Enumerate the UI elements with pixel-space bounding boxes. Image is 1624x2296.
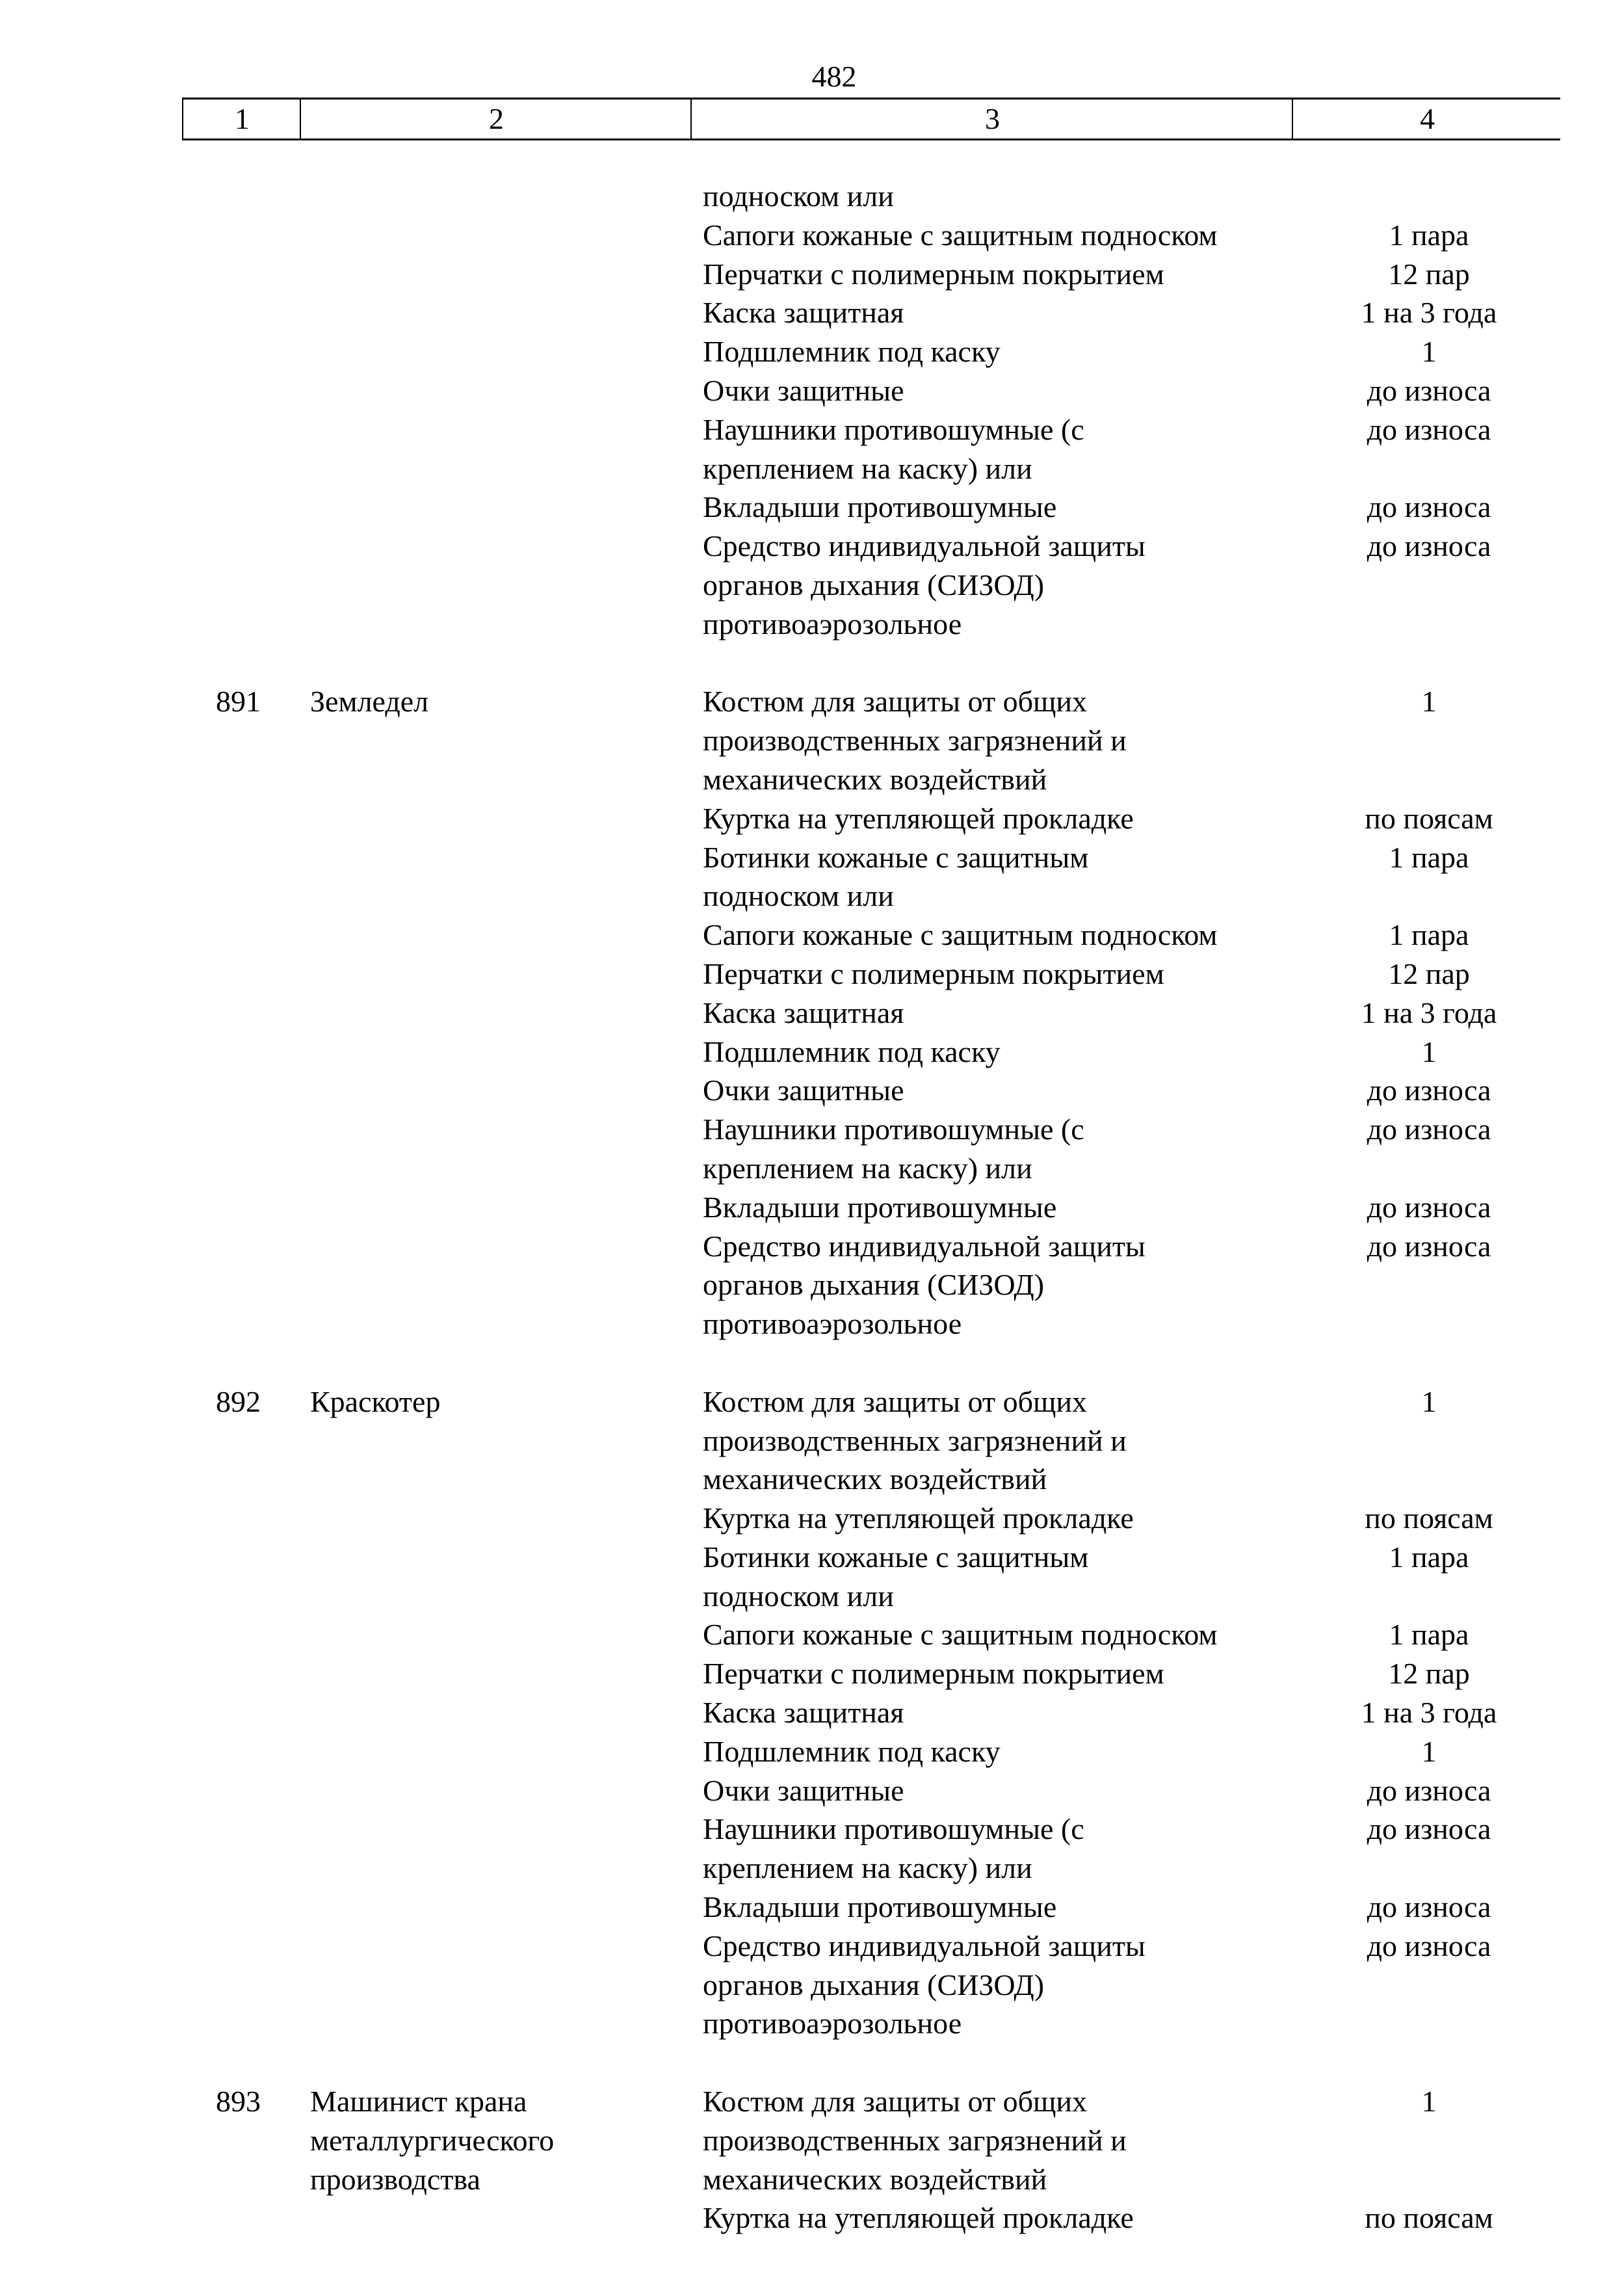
ppe-quantity: 12 пар [1388, 1657, 1470, 1691]
ppe-item-text: Каска защитная [703, 996, 904, 1029]
ppe-quantity: до износа [1367, 1113, 1491, 1146]
table-line [0, 410, 1624, 449]
ppe-item-text: Наушники противошумные (с [703, 1113, 1084, 1146]
ppe-item-text: Подшлемник под каску [703, 335, 1001, 369]
ppe-quantity: 1 пара [1389, 918, 1469, 952]
ppe-item-text: Вкладыши противошумные [703, 1890, 1057, 1924]
ppe-quantity: до износа [1367, 1929, 1491, 1962]
table-line [0, 1110, 1624, 1149]
ppe-quantity: по поясам [1365, 1501, 1493, 1535]
ppe-quantity: 1 [1421, 1384, 1437, 1418]
ppe-quantity: 1 [1421, 1734, 1437, 1768]
table-row-group [0, 2082, 1624, 2237]
ppe-quantity: по поясам [1365, 2201, 1493, 2235]
table-line [0, 1771, 1624, 1810]
table-line [0, 1732, 1624, 1771]
table-line [0, 605, 1624, 644]
table-line [0, 1033, 1624, 1072]
table-line [0, 1849, 1624, 1888]
table-line [0, 1654, 1624, 1693]
ppe-quantity: до износа [1367, 1190, 1491, 1224]
ppe-item-text: производственных загрязнений и [703, 1423, 1127, 1457]
ppe-quantity: 12 пар [1388, 957, 1470, 990]
ppe-quantity: 1 на 3 года [1361, 1696, 1497, 1730]
ppe-quantity: до износа [1367, 1890, 1491, 1924]
ppe-quantity: 12 пар [1388, 257, 1470, 291]
ppe-quantity: до износа [1367, 1812, 1491, 1846]
header-col-1: 1 [182, 99, 301, 139]
ppe-item-text: Каска защитная [703, 1696, 904, 1730]
ppe-item-text: органов дыхания (СИЗОД) [703, 568, 1045, 601]
ppe-quantity: 1 [1421, 335, 1437, 369]
table-line [0, 2004, 1624, 2043]
table-line [0, 955, 1624, 994]
ppe-item-text: Сапоги кожаные с защитным подноском [703, 218, 1218, 252]
ppe-quantity: 1 на 3 года [1361, 996, 1497, 1029]
profession-name: металлургического [310, 2123, 555, 2157]
ppe-item-text: Ботинки кожаные с защитным [703, 840, 1089, 874]
ppe-item-text: Костюм для защиты от общих [703, 2085, 1088, 2118]
table-line [0, 721, 1624, 760]
ppe-item-text: Вкладыши противошумные [703, 490, 1057, 524]
ppe-item-text: Подшлемник под каску [703, 1734, 1001, 1768]
ppe-item-text: механических воздействий [703, 2162, 1047, 2196]
ppe-quantity: 1 пара [1389, 840, 1469, 874]
table-line [0, 1227, 1624, 1266]
table-line [0, 177, 1624, 216]
profession-name: Машинист крана [310, 2085, 527, 2118]
ppe-item-text: механических воздействий [703, 1462, 1047, 1496]
ppe-item-text: Ботинки кожаные с защитным [703, 1540, 1089, 1574]
ppe-item-text: Вкладыши противошумные [703, 1190, 1057, 1224]
ppe-item-text: органов дыхания (СИЗОД) [703, 1268, 1045, 1302]
ppe-quantity: 1 пара [1389, 1618, 1469, 1652]
table-line [0, 1810, 1624, 1849]
table-line [0, 255, 1624, 294]
table-line [0, 1188, 1624, 1227]
ppe-item-text: креплением на каску) или [703, 1151, 1032, 1185]
header-col-2: 2 [300, 99, 692, 139]
ppe-item-text: подноском или [703, 879, 894, 913]
table-line [0, 1888, 1624, 1927]
table-line [0, 2082, 1624, 2121]
table-line [0, 1577, 1624, 1616]
table-line [0, 1927, 1624, 1966]
ppe-item-text: Куртка на утепляющей прокладке [703, 801, 1134, 835]
ppe-item-text: Каска защитная [703, 296, 904, 330]
table-row-group [0, 1382, 1624, 2044]
ppe-item-text: креплением на каску) или [703, 451, 1032, 485]
ppe-quantity: 1 на 3 года [1361, 296, 1497, 330]
table-line [0, 877, 1624, 916]
ppe-item-text: Подшлемник под каску [703, 1035, 1001, 1068]
ppe-item-text: Очки защитные [703, 1074, 904, 1107]
ppe-item-text: Наушники противошумные (с [703, 412, 1084, 446]
table-line [0, 1265, 1624, 1304]
table-header [182, 98, 1560, 140]
ppe-item-text: подноском или [703, 179, 894, 213]
ppe-quantity: до износа [1367, 490, 1491, 524]
table-line [0, 1149, 1624, 1188]
table-line [0, 332, 1624, 371]
ppe-quantity: до износа [1367, 529, 1491, 563]
row-number: 891 [216, 685, 261, 719]
ppe-item-text: органов дыхания (СИЗОД) [703, 1968, 1045, 2001]
ppe-item-text: Костюм для защиты от общих [703, 685, 1088, 719]
table-line [0, 527, 1624, 566]
ppe-item-text: Перчатки с полимерным покрытием [703, 957, 1164, 990]
table-line [0, 566, 1624, 605]
table-line [0, 2198, 1624, 2237]
ppe-quantity: 1 [1421, 1035, 1437, 1068]
table-line [0, 799, 1624, 838]
table-line [0, 1538, 1624, 1577]
table-line [0, 1421, 1624, 1460]
ppe-item-text: противоаэрозольное [703, 2007, 962, 2040]
table-row-group [0, 177, 1624, 644]
profession-name: Краскотер [310, 1384, 441, 1418]
page-number: 482 [811, 60, 857, 93]
table-line [0, 1304, 1624, 1343]
table-line [0, 994, 1624, 1033]
ppe-item-text: подноском или [703, 1579, 894, 1613]
ppe-quantity: до износа [1367, 373, 1491, 407]
table-line [0, 1382, 1624, 1421]
table-line [0, 1071, 1624, 1110]
table-line [0, 1499, 1624, 1538]
ppe-quantity: до износа [1367, 1773, 1491, 1807]
ppe-item-text: производственных загрязнений и [703, 2123, 1127, 2157]
table-line [0, 216, 1624, 255]
table-line [0, 1693, 1624, 1732]
ppe-item-text: Перчатки с полимерным покрытием [703, 257, 1164, 291]
table-line [0, 1966, 1624, 2005]
ppe-quantity: 1 [1421, 685, 1437, 719]
ppe-quantity: по поясам [1365, 801, 1493, 835]
ppe-item-text: креплением на каску) или [703, 1851, 1032, 1885]
profession-name: Земледел [310, 685, 429, 719]
table-line [0, 760, 1624, 799]
ppe-quantity: до износа [1367, 1074, 1491, 1107]
row-number: 892 [216, 1384, 261, 1418]
table-line [0, 916, 1624, 955]
table-line [0, 2160, 1624, 2199]
ppe-quantity: до износа [1367, 1229, 1491, 1263]
row-number: 893 [216, 2085, 261, 2118]
table-line [0, 371, 1624, 410]
ppe-quantity: 1 [1421, 2085, 1437, 2118]
table-line [0, 488, 1624, 527]
table-line [0, 838, 1624, 877]
ppe-item-text: Сапоги кожаные с защитным подноском [703, 918, 1218, 952]
header-col-4: 4 [1292, 99, 1562, 139]
ppe-quantity: 1 пара [1389, 1540, 1469, 1574]
ppe-item-text: противоаэрозольное [703, 1307, 962, 1341]
table-line [0, 449, 1624, 488]
table-line [0, 1615, 1624, 1654]
ppe-item-text: механических воздействий [703, 762, 1047, 796]
ppe-item-text: Куртка на утепляющей прокладке [703, 2201, 1134, 2235]
ppe-item-text: Очки защитные [703, 373, 904, 407]
profession-name: производства [310, 2162, 480, 2196]
ppe-item-text: противоаэрозольное [703, 607, 962, 640]
ppe-item-text: Перчатки с полимерным покрытием [703, 1657, 1164, 1691]
ppe-item-text: Средство индивидуальной защиты [703, 1229, 1146, 1263]
ppe-item-text: производственных загрязнений и [703, 724, 1127, 758]
ppe-quantity: до износа [1367, 412, 1491, 446]
table-body [0, 177, 1624, 2276]
ppe-item-text: Костюм для защиты от общих [703, 1384, 1088, 1418]
ppe-item-text: Наушники противошумные (с [703, 1812, 1084, 1846]
header-col-3: 3 [690, 99, 1293, 139]
ppe-item-text: Средство индивидуальной защиты [703, 1929, 1146, 1962]
table-line [0, 1460, 1624, 1499]
ppe-item-text: Куртка на утепляющей прокладке [703, 1501, 1134, 1535]
ppe-quantity: 1 пара [1389, 218, 1469, 252]
ppe-item-text: Сапоги кожаные с защитным подноском [703, 1618, 1218, 1652]
table-row-group [0, 682, 1624, 1343]
table-line [0, 293, 1624, 332]
table-line [0, 682, 1624, 721]
ppe-item-text: Средство индивидуальной защиты [703, 529, 1146, 563]
ppe-item-text: Очки защитные [703, 1773, 904, 1807]
table-line [0, 2121, 1624, 2160]
